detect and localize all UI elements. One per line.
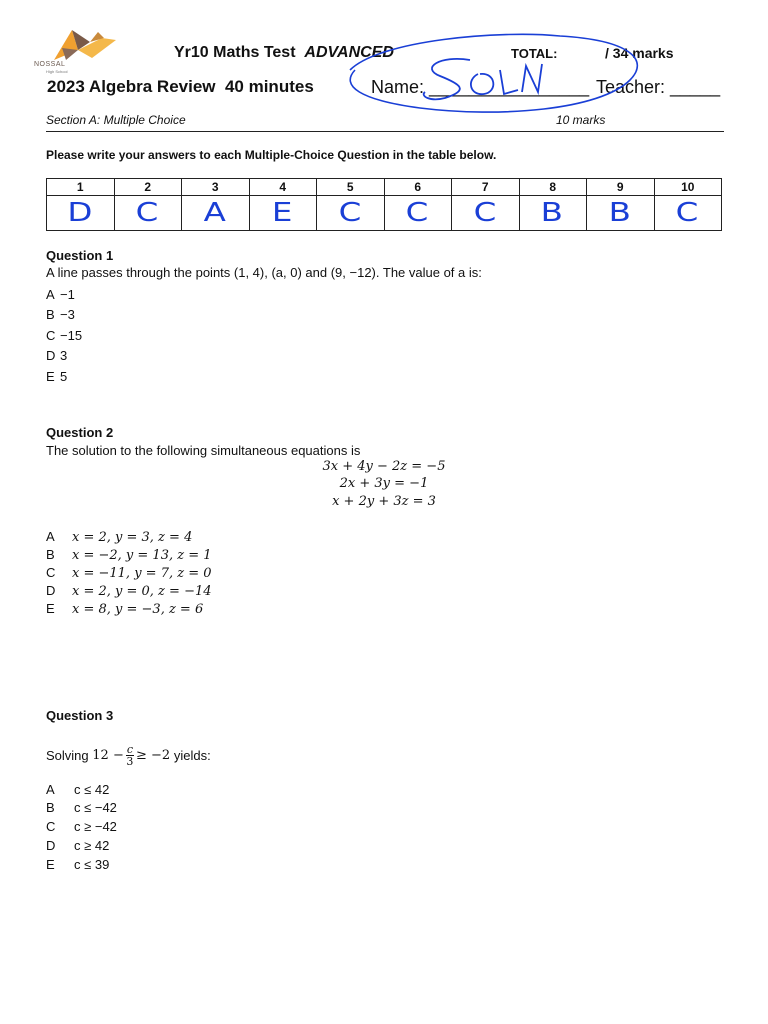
teacher-field[interactable]: Teacher: _____ — [596, 77, 721, 97]
handwritten-answer: D — [67, 198, 94, 228]
total-label: TOTAL: — [511, 46, 558, 61]
question-2-option-a — [46, 529, 192, 545]
handwritten-answer: B — [540, 198, 565, 228]
fraction-numerator: c — [126, 743, 134, 756]
question-2-option-e — [46, 601, 203, 617]
instructions: Please write your answers to each Multiple-Choice Question in the table below. — [46, 148, 497, 162]
answer-number: 7 — [452, 179, 520, 196]
option-text: x = 2, y = 3, z = 4 — [72, 530, 193, 545]
answer-cell[interactable] — [47, 196, 115, 231]
option-letter: B — [46, 547, 55, 562]
option-text: c ≤ 39 — [74, 857, 110, 872]
logo-emblem-icon — [32, 28, 118, 62]
answer-number: 2 — [114, 179, 182, 196]
answer-cell[interactable] — [587, 196, 655, 231]
option-text: 3 — [60, 348, 68, 363]
option-letter: B — [46, 800, 55, 815]
answer-cell[interactable] — [519, 196, 587, 231]
option-text: c ≥ −42 — [74, 819, 117, 834]
prompt-text: Solving — [46, 748, 89, 763]
answer-cell[interactable] — [654, 196, 722, 231]
answer-number: 10 — [654, 179, 722, 196]
option-letter: C — [46, 565, 56, 580]
test-title-line — [174, 44, 394, 62]
option-text: x = −2, y = 13, z = 1 — [72, 548, 212, 563]
answer-table-answer-row — [47, 196, 722, 231]
section-marks: 10 marks — [556, 113, 606, 127]
section-title: Section A: Multiple Choice — [46, 113, 186, 127]
exam-subtitle: 2023 Algebra Review 40 minutes — [47, 77, 314, 96]
option-letter: E — [46, 601, 55, 616]
question-1-option-b — [46, 307, 75, 322]
question-1-option-e — [46, 369, 67, 384]
question-1-option-d — [46, 348, 67, 363]
answer-number: 3 — [182, 179, 250, 196]
option-letter: E — [46, 369, 55, 384]
answer-table — [46, 178, 722, 231]
option-text: 5 — [60, 369, 68, 384]
option-letter: E — [46, 857, 55, 872]
question-3-option-e — [46, 857, 109, 872]
answer-number: 8 — [519, 179, 587, 196]
question-2-prompt: The solution to the following simultaneous equations is — [46, 443, 361, 458]
answer-cell[interactable] — [317, 196, 385, 231]
equation: x + 2y + 3z = 3 — [332, 494, 436, 509]
question-3-prompt — [46, 744, 211, 767]
answer-cell[interactable] — [182, 196, 250, 231]
school-logo — [32, 28, 118, 76]
test-title: Yr10 Maths Test — [174, 44, 296, 61]
answer-number: 4 — [249, 179, 317, 196]
option-text: −1 — [60, 287, 75, 302]
answer-number: 5 — [317, 179, 385, 196]
logo-subtext: High School — [46, 69, 68, 74]
answer-number: 6 — [384, 179, 452, 196]
question-1-option-a — [46, 287, 75, 302]
question-3-option-d — [46, 838, 109, 853]
option-letter: B — [46, 307, 55, 322]
question-3-option-c — [46, 819, 117, 834]
question-1-option-c — [46, 328, 82, 343]
equation: 2x + 3y = −1 — [339, 476, 429, 491]
option-letter: D — [46, 583, 56, 598]
handwritten-answer: B — [608, 198, 633, 228]
handwritten-answer: C — [675, 198, 700, 228]
fraction-denominator: 3 — [126, 755, 134, 768]
prompt-text: yields: — [173, 748, 211, 763]
option-letter: A — [46, 529, 55, 544]
option-text: x = −11, y = 7, z = 0 — [72, 566, 212, 581]
question-1-title: Question 1 — [46, 248, 114, 263]
handwritten-answer: A — [203, 198, 227, 228]
name-field[interactable]: Name: ________________ — [371, 77, 590, 97]
option-letter: C — [46, 328, 56, 343]
question-2-option-c — [46, 565, 212, 581]
question-1-prompt: A line passes through the points (1, 4), (a, 0) and (9, −12). The value of a is: — [46, 265, 482, 280]
question-2-title: Question 2 — [46, 425, 114, 440]
answer-cell[interactable] — [249, 196, 317, 231]
option-letter: D — [46, 348, 56, 363]
option-text: c ≥ 42 — [74, 838, 110, 853]
option-letter: A — [46, 782, 55, 797]
fraction — [126, 744, 134, 767]
handwritten-answer: C — [338, 198, 363, 228]
question-3-option-b — [46, 800, 117, 815]
option-text: c ≤ −42 — [74, 800, 117, 815]
test-level: ADVANCED — [304, 44, 394, 61]
handwritten-answer: E — [271, 198, 294, 228]
handwritten-answer: C — [473, 198, 498, 228]
equation: 3x + 4y − 2z = −5 — [322, 459, 446, 474]
inequality-right: ≥ −2 — [136, 748, 171, 763]
handwritten-answer: C — [405, 198, 430, 228]
option-text: x = 8, y = −3, z = 6 — [72, 602, 204, 617]
option-text: −3 — [60, 307, 75, 322]
question-3-option-a — [46, 782, 109, 797]
option-text: x = 2, y = 0, z = −14 — [72, 584, 212, 599]
option-text: c ≤ 42 — [74, 782, 110, 797]
option-letter: C — [46, 819, 56, 834]
answer-table-header-row — [47, 179, 722, 196]
question-2-option-d — [46, 583, 212, 599]
option-text: −15 — [60, 328, 83, 343]
logo-text: NOSSAL — [34, 61, 66, 68]
answer-number: 1 — [47, 179, 115, 196]
answer-cell[interactable] — [384, 196, 452, 231]
question-2-option-b — [46, 547, 212, 563]
inequality-left: 12 − — [92, 748, 124, 763]
option-letter: A — [46, 287, 55, 302]
section-divider — [46, 131, 724, 132]
answer-cell[interactable] — [114, 196, 182, 231]
question-3-title: Question 3 — [46, 708, 114, 723]
option-letter: D — [46, 838, 56, 853]
answer-number: 9 — [587, 179, 655, 196]
answer-cell[interactable] — [452, 196, 520, 231]
handwritten-answer: C — [135, 198, 160, 228]
total-marks: / 34 marks — [605, 45, 674, 61]
